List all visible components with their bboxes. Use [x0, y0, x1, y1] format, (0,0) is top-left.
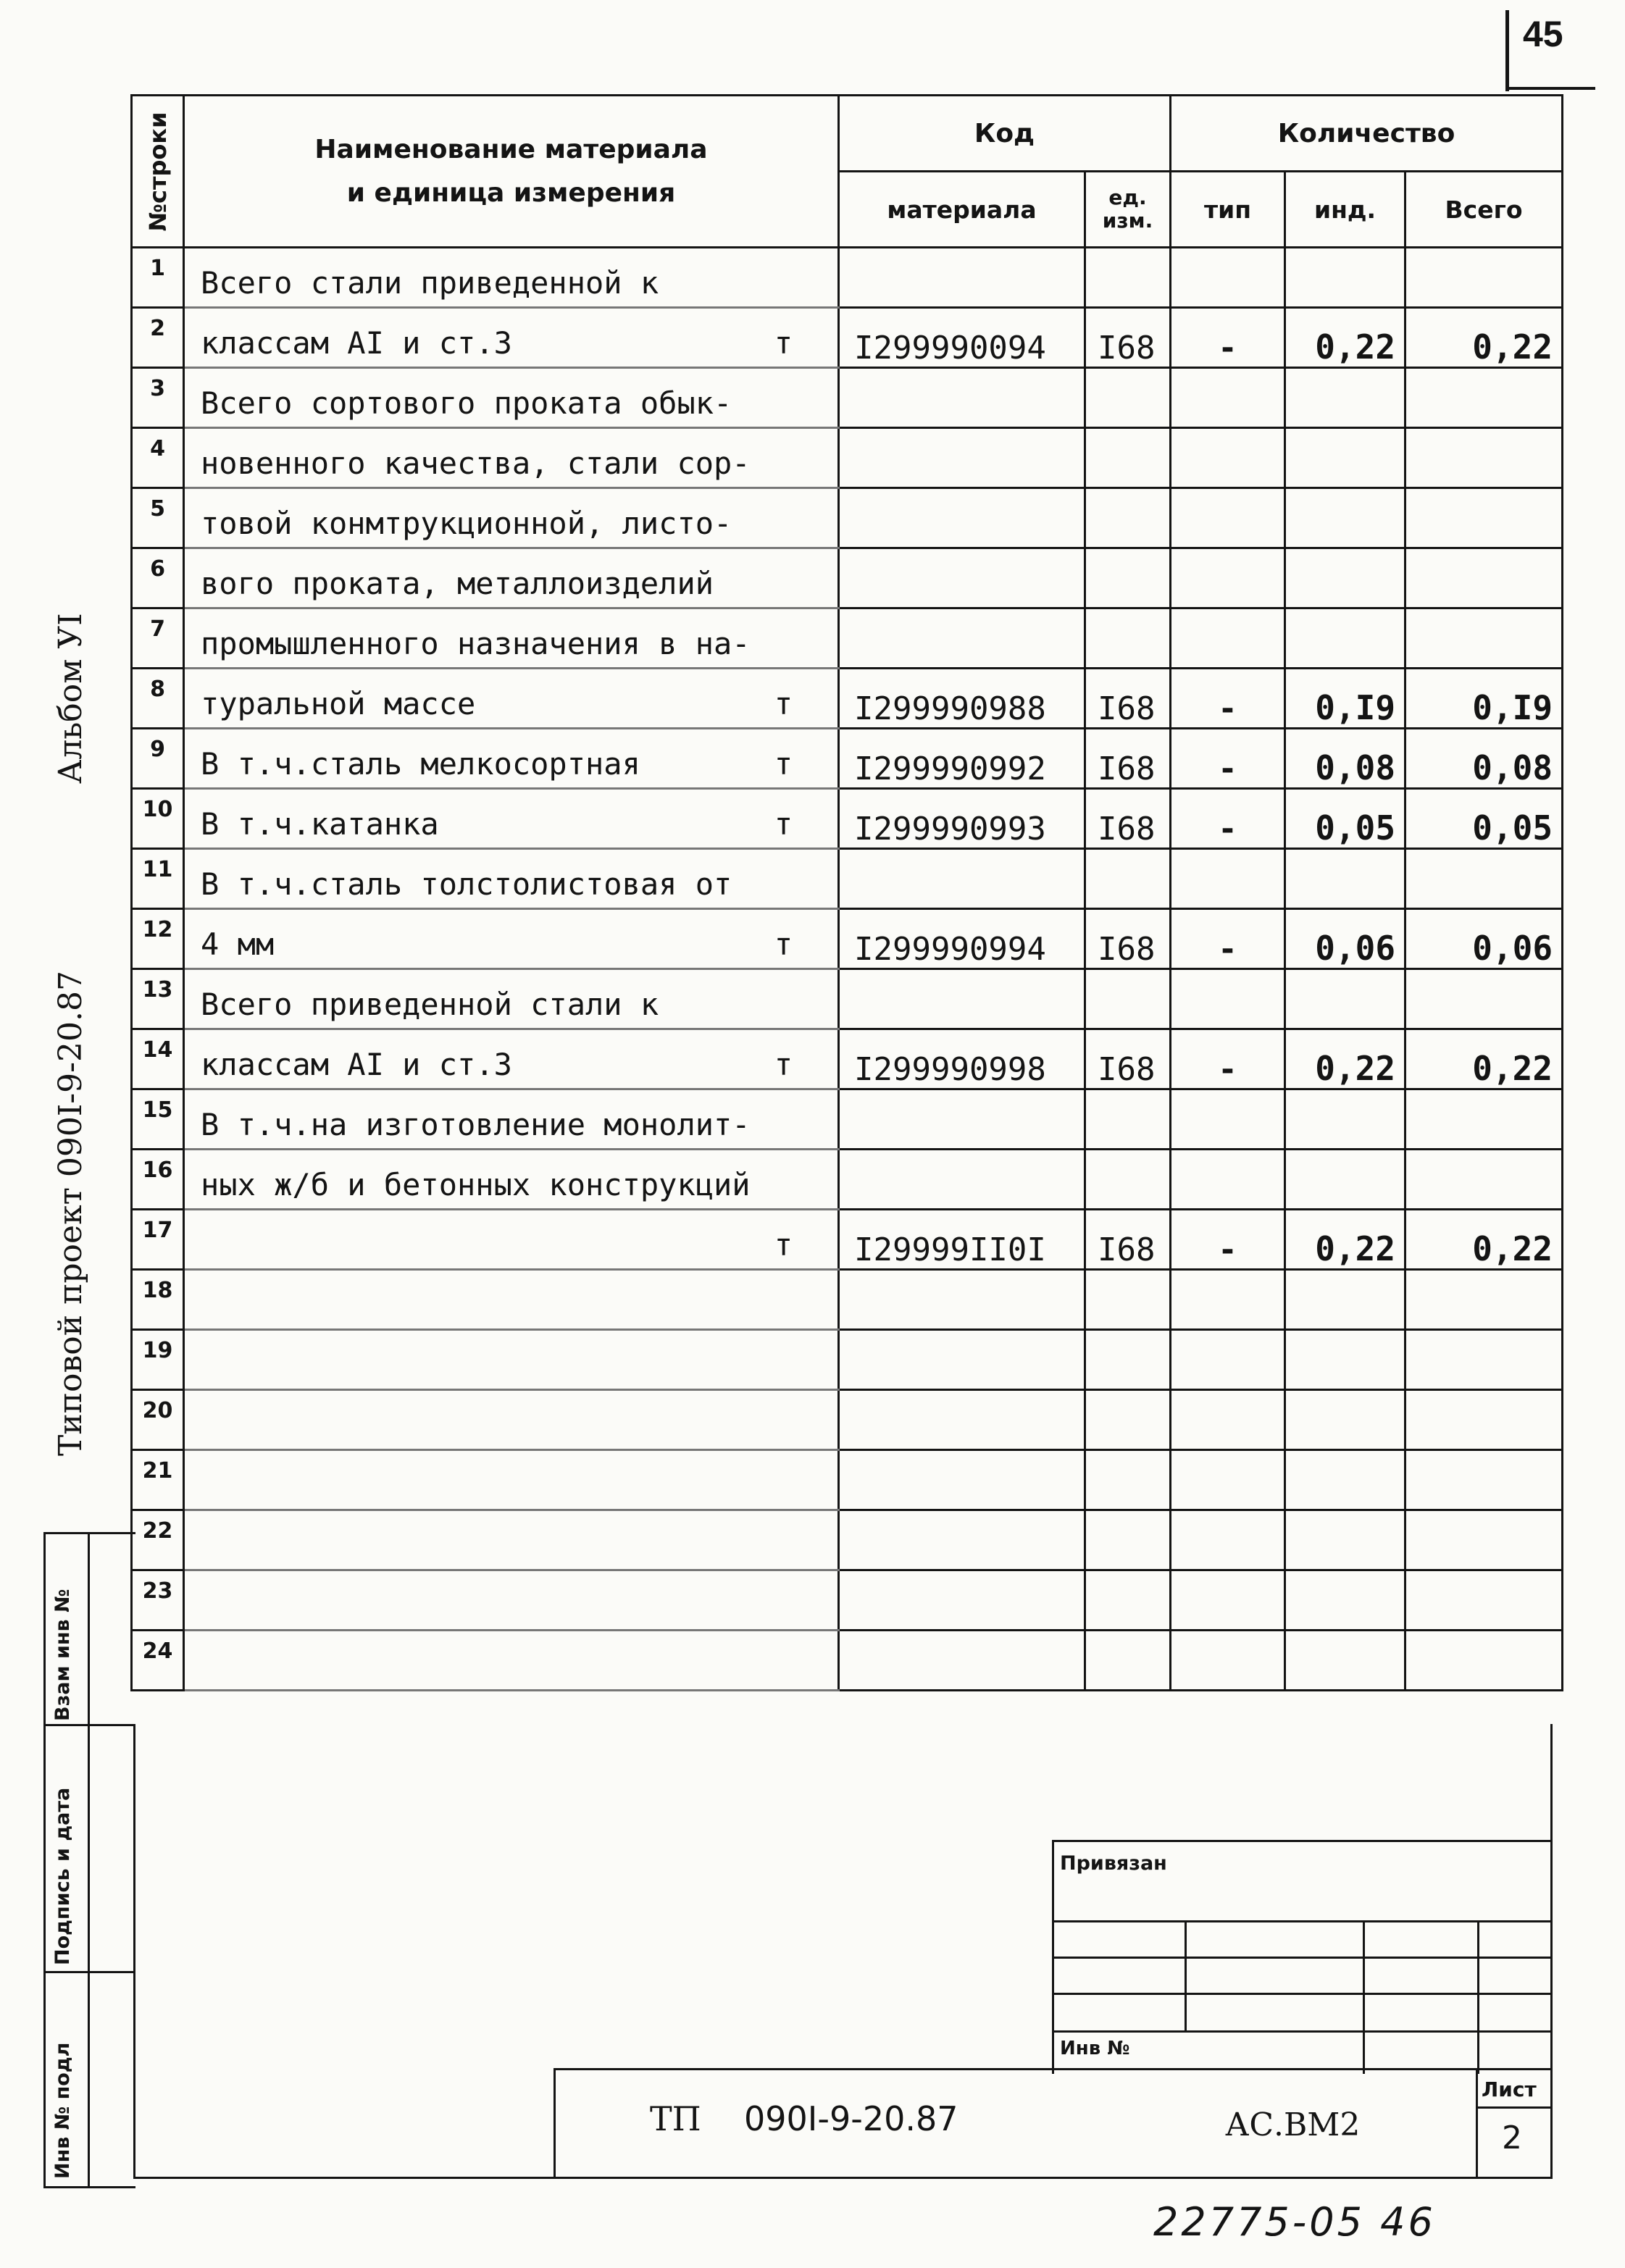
privyazan-block [1052, 1840, 1553, 2074]
qty-total-cell [1405, 428, 1563, 488]
unit-code-cell [1085, 1089, 1171, 1150]
material-code-cell [839, 548, 1085, 608]
material-unit-text: т [774, 686, 793, 721]
unit-code-cell: I68 [1085, 1029, 1171, 1089]
qty-type-cell [1171, 248, 1285, 308]
qty-type-cell: - [1171, 1029, 1285, 1089]
material-name-cell [184, 1390, 839, 1450]
qty-ind-cell [1285, 849, 1405, 909]
row-number-cell: 10 [132, 789, 184, 849]
table-row [132, 1570, 1563, 1631]
material-name-text: классам АI и ст.3 [201, 1047, 512, 1082]
unit-code-cell: I68 [1085, 729, 1171, 789]
material-name-text: вого проката, металлоизделий [201, 566, 714, 601]
unit-code-cell: I68 [1085, 669, 1171, 729]
qty-type-cell [1171, 969, 1285, 1029]
qty-type-cell [1171, 428, 1285, 488]
material-name-text: новенного качества, стали сор- [201, 445, 751, 481]
qty-ind-cell [1285, 608, 1405, 669]
qty-ind-cell: 0,22 [1285, 1029, 1405, 1089]
material-name-cell [184, 1270, 839, 1330]
table-row [132, 488, 1563, 548]
qty-ind-cell [1285, 1390, 1405, 1450]
material-code-cell: I299990094 [839, 308, 1085, 368]
qty-total-cell [1405, 1330, 1563, 1390]
qty-total-cell [1405, 1150, 1563, 1210]
row-number-cell: 8 [132, 669, 184, 729]
unit-code-cell: I68 [1085, 909, 1171, 969]
row-number-cell: 3 [132, 368, 184, 428]
material-code-cell [839, 608, 1085, 669]
qty-type-cell [1171, 368, 1285, 428]
frame-left-line [133, 1724, 135, 2179]
qty-total-cell: 0,I9 [1405, 669, 1563, 729]
material-unit-text: т [774, 1227, 793, 1263]
qty-total-cell [1405, 849, 1563, 909]
material-name-cell [184, 368, 839, 428]
material-name-cell [184, 1029, 839, 1089]
qty-type-cell [1171, 1570, 1285, 1631]
material-name-cell [184, 1631, 839, 1691]
table-row [132, 1210, 1563, 1270]
table-row [132, 669, 1563, 729]
material-code-cell: I299990993 [839, 789, 1085, 849]
table-body [132, 248, 1563, 1691]
row-number-cell: 16 [132, 1150, 184, 1210]
material-name-text: классам АI и ст.3 [201, 325, 512, 361]
material-code-cell [839, 969, 1085, 1029]
material-code-cell [839, 1570, 1085, 1631]
table-row [132, 368, 1563, 428]
qty-type-cell [1171, 1089, 1285, 1150]
stamp-column [43, 1532, 135, 2188]
qty-type-cell [1171, 608, 1285, 669]
qty-total-cell: 0,08 [1405, 729, 1563, 789]
qty-ind-cell [1285, 1330, 1405, 1390]
qty-ind-cell [1285, 1270, 1405, 1330]
unit-code-cell [1085, 1450, 1171, 1510]
table-row [132, 1029, 1563, 1089]
unit-code-cell: I68 [1085, 789, 1171, 849]
material-name-cell [184, 1089, 839, 1150]
table-row [132, 428, 1563, 488]
header-row-number: №строки [132, 96, 184, 248]
material-code-cell [839, 248, 1085, 308]
footer-note: 22775-05 46 [1153, 2199, 1436, 2245]
stamp-inv-podl-label: Инв № подл [51, 2042, 74, 2179]
unit-code-cell [1085, 428, 1171, 488]
table-row [132, 1270, 1563, 1330]
unit-code-cell [1085, 488, 1171, 548]
table-row [132, 909, 1563, 969]
row-number-cell: 4 [132, 428, 184, 488]
stamp-podpis-data-label: Подпись и дата [51, 1787, 74, 1965]
row-number-cell: 21 [132, 1450, 184, 1510]
row-number-cell: 9 [132, 729, 184, 789]
material-code-cell: I299990994 [839, 909, 1085, 969]
unit-code-cell [1085, 1390, 1171, 1450]
material-name-cell [184, 548, 839, 608]
material-name-text: В т.ч.катанка [201, 806, 439, 842]
privyazan-label: Привязан [1060, 1852, 1167, 1875]
qty-total-cell [1405, 1510, 1563, 1570]
unit-code-cell [1085, 248, 1171, 308]
qty-type-cell [1171, 1390, 1285, 1450]
qty-total-cell: 0,22 [1405, 308, 1563, 368]
qty-total-cell [1405, 1570, 1563, 1631]
material-name-cell [184, 1330, 839, 1390]
qty-ind-cell: 0,06 [1285, 909, 1405, 969]
header-code-material: материала [839, 172, 1085, 248]
header-qty-type: тип [1171, 172, 1285, 248]
qty-total-cell [1405, 1631, 1563, 1691]
table-row [132, 789, 1563, 849]
row-number-cell: 18 [132, 1270, 184, 1330]
row-number-cell: 1 [132, 248, 184, 308]
row-number-cell: 5 [132, 488, 184, 548]
row-number-cell: 17 [132, 1210, 184, 1270]
material-name-cell [184, 849, 839, 909]
qty-type-cell [1171, 1510, 1285, 1570]
qty-total-cell: 0,22 [1405, 1210, 1563, 1270]
material-name-cell [184, 969, 839, 1029]
material-name-text: ных ж/б и бетонных конструкций [201, 1167, 751, 1202]
material-name-text: товой конмтрукционной, листо- [201, 506, 732, 541]
material-name-text: В т.ч.сталь мелкосортная [201, 746, 640, 782]
qty-ind-cell [1285, 248, 1405, 308]
table-row [132, 608, 1563, 669]
page-number-underline [1508, 87, 1595, 90]
qty-type-cell: - [1171, 909, 1285, 969]
row-number-cell: 6 [132, 548, 184, 608]
qty-ind-cell [1285, 1089, 1405, 1150]
material-code-cell [839, 849, 1085, 909]
qty-total-cell [1405, 1390, 1563, 1450]
qty-ind-cell [1285, 1510, 1405, 1570]
table-row [132, 1450, 1563, 1510]
material-name-cell [184, 1510, 839, 1570]
material-code-cell: I299990988 [839, 669, 1085, 729]
material-name-cell [184, 1150, 839, 1210]
unit-code-cell [1085, 1510, 1171, 1570]
qty-type-cell [1171, 1450, 1285, 1510]
row-number-cell: 23 [132, 1570, 184, 1631]
qty-type-cell [1171, 849, 1285, 909]
qty-ind-cell: 0,05 [1285, 789, 1405, 849]
material-unit-text: т [774, 325, 793, 361]
qty-ind-cell [1285, 428, 1405, 488]
material-code-cell [839, 1390, 1085, 1450]
material-name-text: 4 мм [201, 926, 275, 962]
material-name-text: В т.ч.сталь толстолистовая от [201, 866, 732, 902]
row-number-cell: 2 [132, 308, 184, 368]
qty-type-cell [1171, 1631, 1285, 1691]
project-label: Типовой проект 090I-9-20.87 [52, 971, 89, 1456]
qty-type-cell [1171, 488, 1285, 548]
table-row [132, 729, 1563, 789]
unit-code-cell: I68 [1085, 308, 1171, 368]
qty-ind-cell [1285, 1570, 1405, 1631]
header-material-name: Наименование материала и единица измерения [184, 96, 839, 248]
material-name-cell [184, 1450, 839, 1510]
qty-ind-cell [1285, 368, 1405, 428]
header-code-group: Код [839, 96, 1171, 172]
stamp-vzam-inv-label: Взам инв № [51, 1589, 74, 1721]
qty-type-cell: - [1171, 669, 1285, 729]
material-name-cell [184, 248, 839, 308]
inv-no-label: Инв № [1060, 2038, 1130, 2059]
qty-total-cell: 0,05 [1405, 789, 1563, 849]
page-number: 45 [1523, 14, 1563, 54]
table-row [132, 1330, 1563, 1390]
row-number-cell: 20 [132, 1390, 184, 1450]
title-code-block [553, 2068, 1553, 2179]
material-code-cell [839, 1450, 1085, 1510]
row-number-cell: 7 [132, 608, 184, 669]
table-row [132, 1150, 1563, 1210]
qty-type-cell: - [1171, 789, 1285, 849]
material-code-cell [839, 1510, 1085, 1570]
qty-type-cell [1171, 1330, 1285, 1390]
qty-total-cell [1405, 548, 1563, 608]
qty-ind-cell: 0,22 [1285, 308, 1405, 368]
header-qty-total: Всего [1405, 172, 1563, 248]
row-number-cell: 12 [132, 909, 184, 969]
material-unit-text: т [774, 926, 793, 962]
header-code-unit: ед. изм. [1085, 172, 1171, 248]
material-name-cell [184, 1210, 839, 1270]
tp-number: 090I-9-20.87 [744, 2099, 958, 2138]
material-name-text: Всего стали приведенной к [201, 265, 659, 301]
page-number-rule [1505, 10, 1509, 91]
table-row [132, 548, 1563, 608]
qty-ind-cell [1285, 969, 1405, 1029]
material-name-cell [184, 789, 839, 849]
row-number-cell: 19 [132, 1330, 184, 1390]
unit-code-cell [1085, 548, 1171, 608]
material-code-cell [839, 488, 1085, 548]
row-number-cell: 22 [132, 1510, 184, 1570]
row-number-cell: 15 [132, 1089, 184, 1150]
material-code-cell [839, 428, 1085, 488]
qty-total-cell [1405, 1450, 1563, 1510]
material-code-cell: I29999II0I [839, 1210, 1085, 1270]
table-row [132, 248, 1563, 308]
material-name-text: Всего приведенной стали к [201, 987, 659, 1022]
qty-type-cell [1171, 1270, 1285, 1330]
table-row [132, 1390, 1563, 1450]
material-code-cell [839, 1330, 1085, 1390]
material-name-text: туральной массе [201, 686, 476, 721]
material-unit-text: т [774, 1047, 793, 1082]
material-name-cell [184, 1570, 839, 1631]
material-name-text: В т.ч.на изготовление монолит- [201, 1107, 751, 1142]
material-name-cell [184, 729, 839, 789]
row-number-cell: 24 [132, 1631, 184, 1691]
qty-ind-cell: 0,08 [1285, 729, 1405, 789]
qty-total-cell [1405, 1270, 1563, 1330]
table-row [132, 1631, 1563, 1691]
qty-ind-cell: 0,22 [1285, 1210, 1405, 1270]
table-row [132, 1510, 1563, 1570]
table-row [132, 969, 1563, 1029]
unit-code-cell [1085, 1150, 1171, 1210]
sheet-value: 2 [1502, 2120, 1522, 2156]
qty-ind-cell [1285, 1150, 1405, 1210]
sheet-label: Лист [1482, 2077, 1537, 2101]
table-row [132, 849, 1563, 909]
qty-ind-cell [1285, 548, 1405, 608]
material-code-cell [839, 1270, 1085, 1330]
header-quantity-group: Количество [1171, 96, 1563, 172]
material-code-cell [839, 368, 1085, 428]
doc-code: АС.ВМ2 [1225, 2106, 1361, 2143]
qty-total-cell [1405, 969, 1563, 1029]
qty-total-cell [1405, 1089, 1563, 1150]
material-name-cell [184, 669, 839, 729]
row-number-cell: 11 [132, 849, 184, 909]
album-label: Альбом УI [52, 613, 89, 784]
qty-ind-cell [1285, 1631, 1405, 1691]
qty-type-cell [1171, 548, 1285, 608]
tp-prefix: ТП [650, 2099, 701, 2138]
material-code-cell [839, 1150, 1085, 1210]
material-code-cell: I299990992 [839, 729, 1085, 789]
unit-code-cell [1085, 368, 1171, 428]
qty-total-cell: 0,22 [1405, 1029, 1563, 1089]
qty-ind-cell: 0,I9 [1285, 669, 1405, 729]
qty-type-cell [1171, 1150, 1285, 1210]
header-qty-ind: инд. [1285, 172, 1405, 248]
material-name-cell [184, 608, 839, 669]
unit-code-cell [1085, 969, 1171, 1029]
qty-type-cell: - [1171, 308, 1285, 368]
unit-code-cell [1085, 849, 1171, 909]
qty-total-cell: 0,06 [1405, 909, 1563, 969]
row-number-cell: 14 [132, 1029, 184, 1089]
material-code-cell [839, 1089, 1085, 1150]
material-name-text: промышленного назначения в на- [201, 626, 751, 661]
material-code-cell: I299990998 [839, 1029, 1085, 1089]
unit-code-cell [1085, 1330, 1171, 1390]
unit-code-cell [1085, 1270, 1171, 1330]
table-row [132, 308, 1563, 368]
unit-code-cell: I68 [1085, 1210, 1171, 1270]
material-name-text: Всего сортового проката обык- [201, 385, 732, 421]
qty-total-cell [1405, 248, 1563, 308]
material-name-cell [184, 428, 839, 488]
row-number-cell: 13 [132, 969, 184, 1029]
qty-total-cell [1405, 488, 1563, 548]
unit-code-cell [1085, 1631, 1171, 1691]
unit-code-cell [1085, 608, 1171, 669]
material-name-cell [184, 308, 839, 368]
qty-type-cell: - [1171, 729, 1285, 789]
qty-total-cell [1405, 608, 1563, 669]
material-name-cell [184, 909, 839, 969]
material-unit-text: т [774, 746, 793, 782]
material-code-cell [839, 1631, 1085, 1691]
material-name-cell [184, 488, 839, 548]
unit-code-cell [1085, 1570, 1171, 1631]
qty-ind-cell [1285, 488, 1405, 548]
materials-table [130, 94, 1563, 1691]
qty-total-cell [1405, 368, 1563, 428]
material-unit-text: т [774, 806, 793, 842]
qty-ind-cell [1285, 1450, 1405, 1510]
qty-type-cell: - [1171, 1210, 1285, 1270]
table-row [132, 1089, 1563, 1150]
